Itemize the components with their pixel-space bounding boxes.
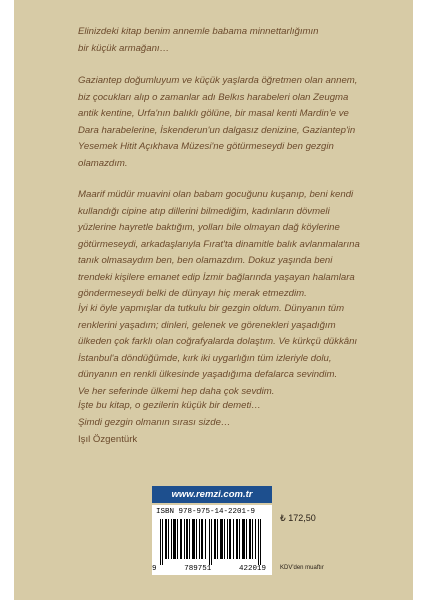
- barcode-digit-group: 789751: [184, 565, 212, 573]
- barcode-digits: [152, 565, 266, 573]
- tax-note: KDV'den muaftır: [280, 565, 324, 571]
- paragraph-text: İyi ki öyle yapmışlar da tutkulu bir gezgin oldum. Dünyanın tüm renklerini yaşadım; dinleri, gelenek ve görenekleri yaşadığım ülkeden çok farklı olan coğrafyalarda dolaştım. Ve kürkçü dükkânı İstanbul'a döndüğümde, kırk iki uygarlığın tüm izleriyle dolu, dünyanın en renkli ülkesinde yaşadığıma defalarca sevindim. Ve her seferinde ülkemi hep daha çok sevdim.: [78, 303, 358, 397]
- paragraph-dedication: [78, 24, 374, 57]
- paragraph-closing: [78, 398, 374, 431]
- paragraph-text: Elinizdeki kitap benim annemle babama minnettarlığımın bir küçük armağanı…: [78, 26, 319, 54]
- barcode-box: [152, 505, 272, 575]
- paragraph-father: [78, 187, 374, 303]
- paragraph-text: Maarif müdür muavini olan babam gocuğunu kuşanıp, beni kendi kullandığı cipine atıp dillerini bilmediğim, kadınların dövmeli yüzlerine hayretle baktığım, yolları bile olmayan dağ köylerine götürmeseydi, arkadaşlarıyla Fırat'ta dinamitle balık avlanmalarına tanık olmasaydım ben, ben olamazdım. Dokuz yaşında beni trendeki kişilere emanet edip İzmir bağlarında yaşayan halamlara göndermeseydi belki de dünyayı hiç merak etmezdim.: [78, 189, 360, 299]
- paragraph-traveler: [78, 301, 374, 400]
- barcode-icon: [156, 519, 268, 565]
- author-signature: Işıl Özgentürk: [78, 434, 138, 445]
- barcode-digit-group: 9: [152, 565, 157, 573]
- paragraph-text: İşte bu kitap, o gezilerin küçük bir demeti… Şimdi gezgin olmanın sırası sizde…: [78, 400, 261, 428]
- paragraph-mother: [78, 73, 374, 172]
- isbn-label: ISBN 978-975-14-2201-9: [156, 508, 256, 516]
- barcode-digit-group: 422019: [238, 565, 266, 573]
- price-label: ₺ 172,50: [280, 513, 316, 523]
- publisher-website: www.remzi.com.tr: [152, 486, 272, 503]
- paragraph-text: Gaziantep doğumluyum ve küçük yaşlarda öğretmen olan annem, biz çocukları alıp o zamanlar adı Belkıs harabeleri olan Zeugma antik kentine, Urfa'nın balıklı gölüne, bir masal kenti Mardin'e ve Dara harabelerine, İskenderun'un dalgasız denizine, Gaziantep'in Yesemek Hitit Açıkhava Müzesi'ne götürmeseydi ben gezgin olamazdım.: [78, 75, 358, 169]
